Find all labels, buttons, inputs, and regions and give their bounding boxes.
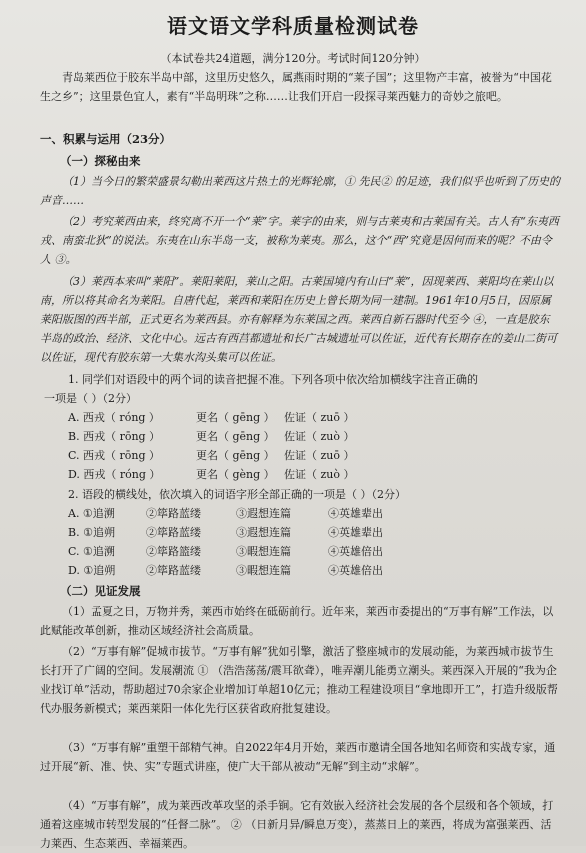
section-heading: 一、积累与运用（23分） bbox=[40, 132, 172, 146]
q2-option-b-4: ④英雄辈出 bbox=[328, 526, 383, 539]
q1-option-a[interactable]: A. 西戎（ róng ） bbox=[68, 411, 160, 424]
paragraph-3: （3）莱西本来叫“莱阳”。莱阳莱阳，莱山之阳。古莱国境内有山曰“莱”，因现莱西、莱阳均在莱山以南，所以将其命名为莱阳。自唐代起，莱西和莱阳在历史上曾长期为同一建制。1961年10月5日，因原属莱阳版图的西半部，正式更名为莱西县。亦有解释为东莱国之西。莱西自新石器时代至今 ④，一直是胶东半岛的政治、经济、文化中心。远古有西莒都遗址和长广古城遗址可以佐证，近代有长期存在的姜山二街可以佐证，现代有胶东第一大集水沟头集可以佐证。 bbox=[40, 275, 557, 364]
paragraph-2: （2）考究莱西由来，终究离不开一个“莱”字。莱字的由来，则与古莱夷和古莱国有关。古人有“东夷西戎、南蛮北狄”的说法。东夷在山东半岛一支，被称为莱夷。那么，这个“西”究竟是因何而来的呢？不由令人 ③。 bbox=[40, 215, 559, 266]
q2-option-c-3: ③暇想连篇 bbox=[236, 545, 291, 558]
q1-option-b-part2: 更名（ gēng ） bbox=[196, 430, 275, 443]
q2-option-b-3: ③遐想连篇 bbox=[236, 526, 291, 539]
q2-option-d-2: ②筚路蓝缕 bbox=[146, 564, 201, 577]
q2-option-c-2: ②筚路篮缕 bbox=[146, 545, 201, 558]
paragraph-6: （3）“万事有解”重塑干部精气神。自2022年4月开始，莱西市邀请全国各地知名师资和实战专家，通过开展“新、准、快、实”专题式讲座，使广大干部从被动“无解”到主动“求解”。 bbox=[40, 741, 556, 773]
q1-option-b-part3: 佐证（ zuò ） bbox=[284, 430, 355, 443]
q2-option-d[interactable]: D. ①追朔 bbox=[68, 564, 116, 577]
q1-option-d-part3: 佐证（ zuò ） bbox=[284, 468, 355, 481]
q2-option-d-4: ④英雄倍出 bbox=[328, 564, 383, 577]
page-title: 语文语文学科质量检测试卷 bbox=[167, 14, 419, 38]
q1-option-c[interactable]: C. 西戎（ rōng ） bbox=[68, 449, 161, 462]
q1-option-a-part3: 佐证（ zuō ） bbox=[284, 411, 355, 424]
q1-option-a-part2: 更名（ gēng ） bbox=[196, 411, 275, 424]
subsection-heading-1: （一）探秘由来 bbox=[60, 154, 141, 168]
q2-option-d-3: ③暇想连篇 bbox=[236, 564, 291, 577]
q2-option-b[interactable]: B. ①追朔 bbox=[68, 526, 115, 539]
q2-option-a-3: ③遐想连篇 bbox=[236, 507, 291, 520]
q2-option-a-2: ②筚路蓝缕 bbox=[146, 507, 201, 520]
exam-subtitle: （本试卷共24道题，满分120分。考试时间120分钟） bbox=[160, 52, 426, 65]
q2-option-b-2: ②筚路蓝缕 bbox=[146, 526, 201, 539]
q2-option-a[interactable]: A. ①追溯 bbox=[68, 507, 115, 520]
q2-option-c-4: ④英雄倍出 bbox=[328, 545, 383, 558]
q2-option-c[interactable]: C. ①追溯 bbox=[68, 545, 115, 558]
subsection-heading-2: （二）见证发展 bbox=[60, 584, 141, 598]
question-1-stem-cont: 一项是（ ）（2分） bbox=[44, 392, 137, 405]
paragraph-5: （2）“万事有解”促城市拔节。“万事有解”犹如引擎，激活了整座城市的发展动能，为莱西城市拔节生长打开了广阔的空间。发展潮流 ① （浩浩荡荡/震耳欲聋），唯弄潮儿能勇立潮头。莱西深入开展的“我为企业找订单”活动，帮助超过70余家企业增加订单超10亿元；推动工程建设项目“拿地即开工”，打造升级版帮代办服务新模式；莱西莱阳一体化先行区获省政府批复建设。 bbox=[40, 645, 558, 715]
question-2-stem: 2. 语段的横线处，依次填入的词语字形全部正确的一项是（ ）（2分） bbox=[68, 488, 406, 501]
q1-option-d-part2: 更名（ gèng ） bbox=[196, 468, 275, 481]
q1-option-b[interactable]: B. 西戎（ rōng ） bbox=[68, 430, 161, 443]
paragraph-4: （1）孟夏之日，万物并秀，莱西市始终在砥砺前行。近年来，莱西市委提出的“万事有解”工作法，以此赋能改革创新，推动区域经济社会高质量。 bbox=[40, 605, 554, 637]
paragraph-7: （4）“万事有解”，成为莱西改革攻坚的杀手锏。它有效嵌入经济社会发展的各个层级和各个领域，打通着这座城市转型发展的“任督二脉”。 ② （日新月异/瞬息万变），蒸蒸日上的莱西，将成为富强莱西、活力莱西、生态莱西、幸福莱西。 bbox=[40, 799, 554, 850]
q1-option-d[interactable]: D. 西戎（ róng ） bbox=[68, 468, 161, 481]
question-1-stem: 1. 同学们对语段中的两个词的读音把握不准。下列各项中依次给加横线字注音正确的 bbox=[68, 373, 478, 386]
intro-paragraph: 青岛莱西位于胶东半岛中部，这里历史悠久，属燕雨时期的“莱子国”；这里物产丰富，被誉为“中国花生之乡”；这里景色宜人，素有“半岛明珠”之称……让我们开启一段探寻莱西魅力的奇妙之旅吧。 bbox=[40, 71, 552, 103]
q2-option-a-4: ④英雄辈出 bbox=[328, 507, 383, 520]
q1-option-c-part3: 佐证（ zuō ） bbox=[284, 449, 355, 462]
q1-option-c-part2: 更名（ gēng ） bbox=[196, 449, 275, 462]
paragraph-1: （1）当今日的繁荣盛景勾勒出莱西这片热土的光辉轮廓，① 先民② 的足迹，我们似乎也听到了历史的声音…… bbox=[40, 175, 560, 207]
